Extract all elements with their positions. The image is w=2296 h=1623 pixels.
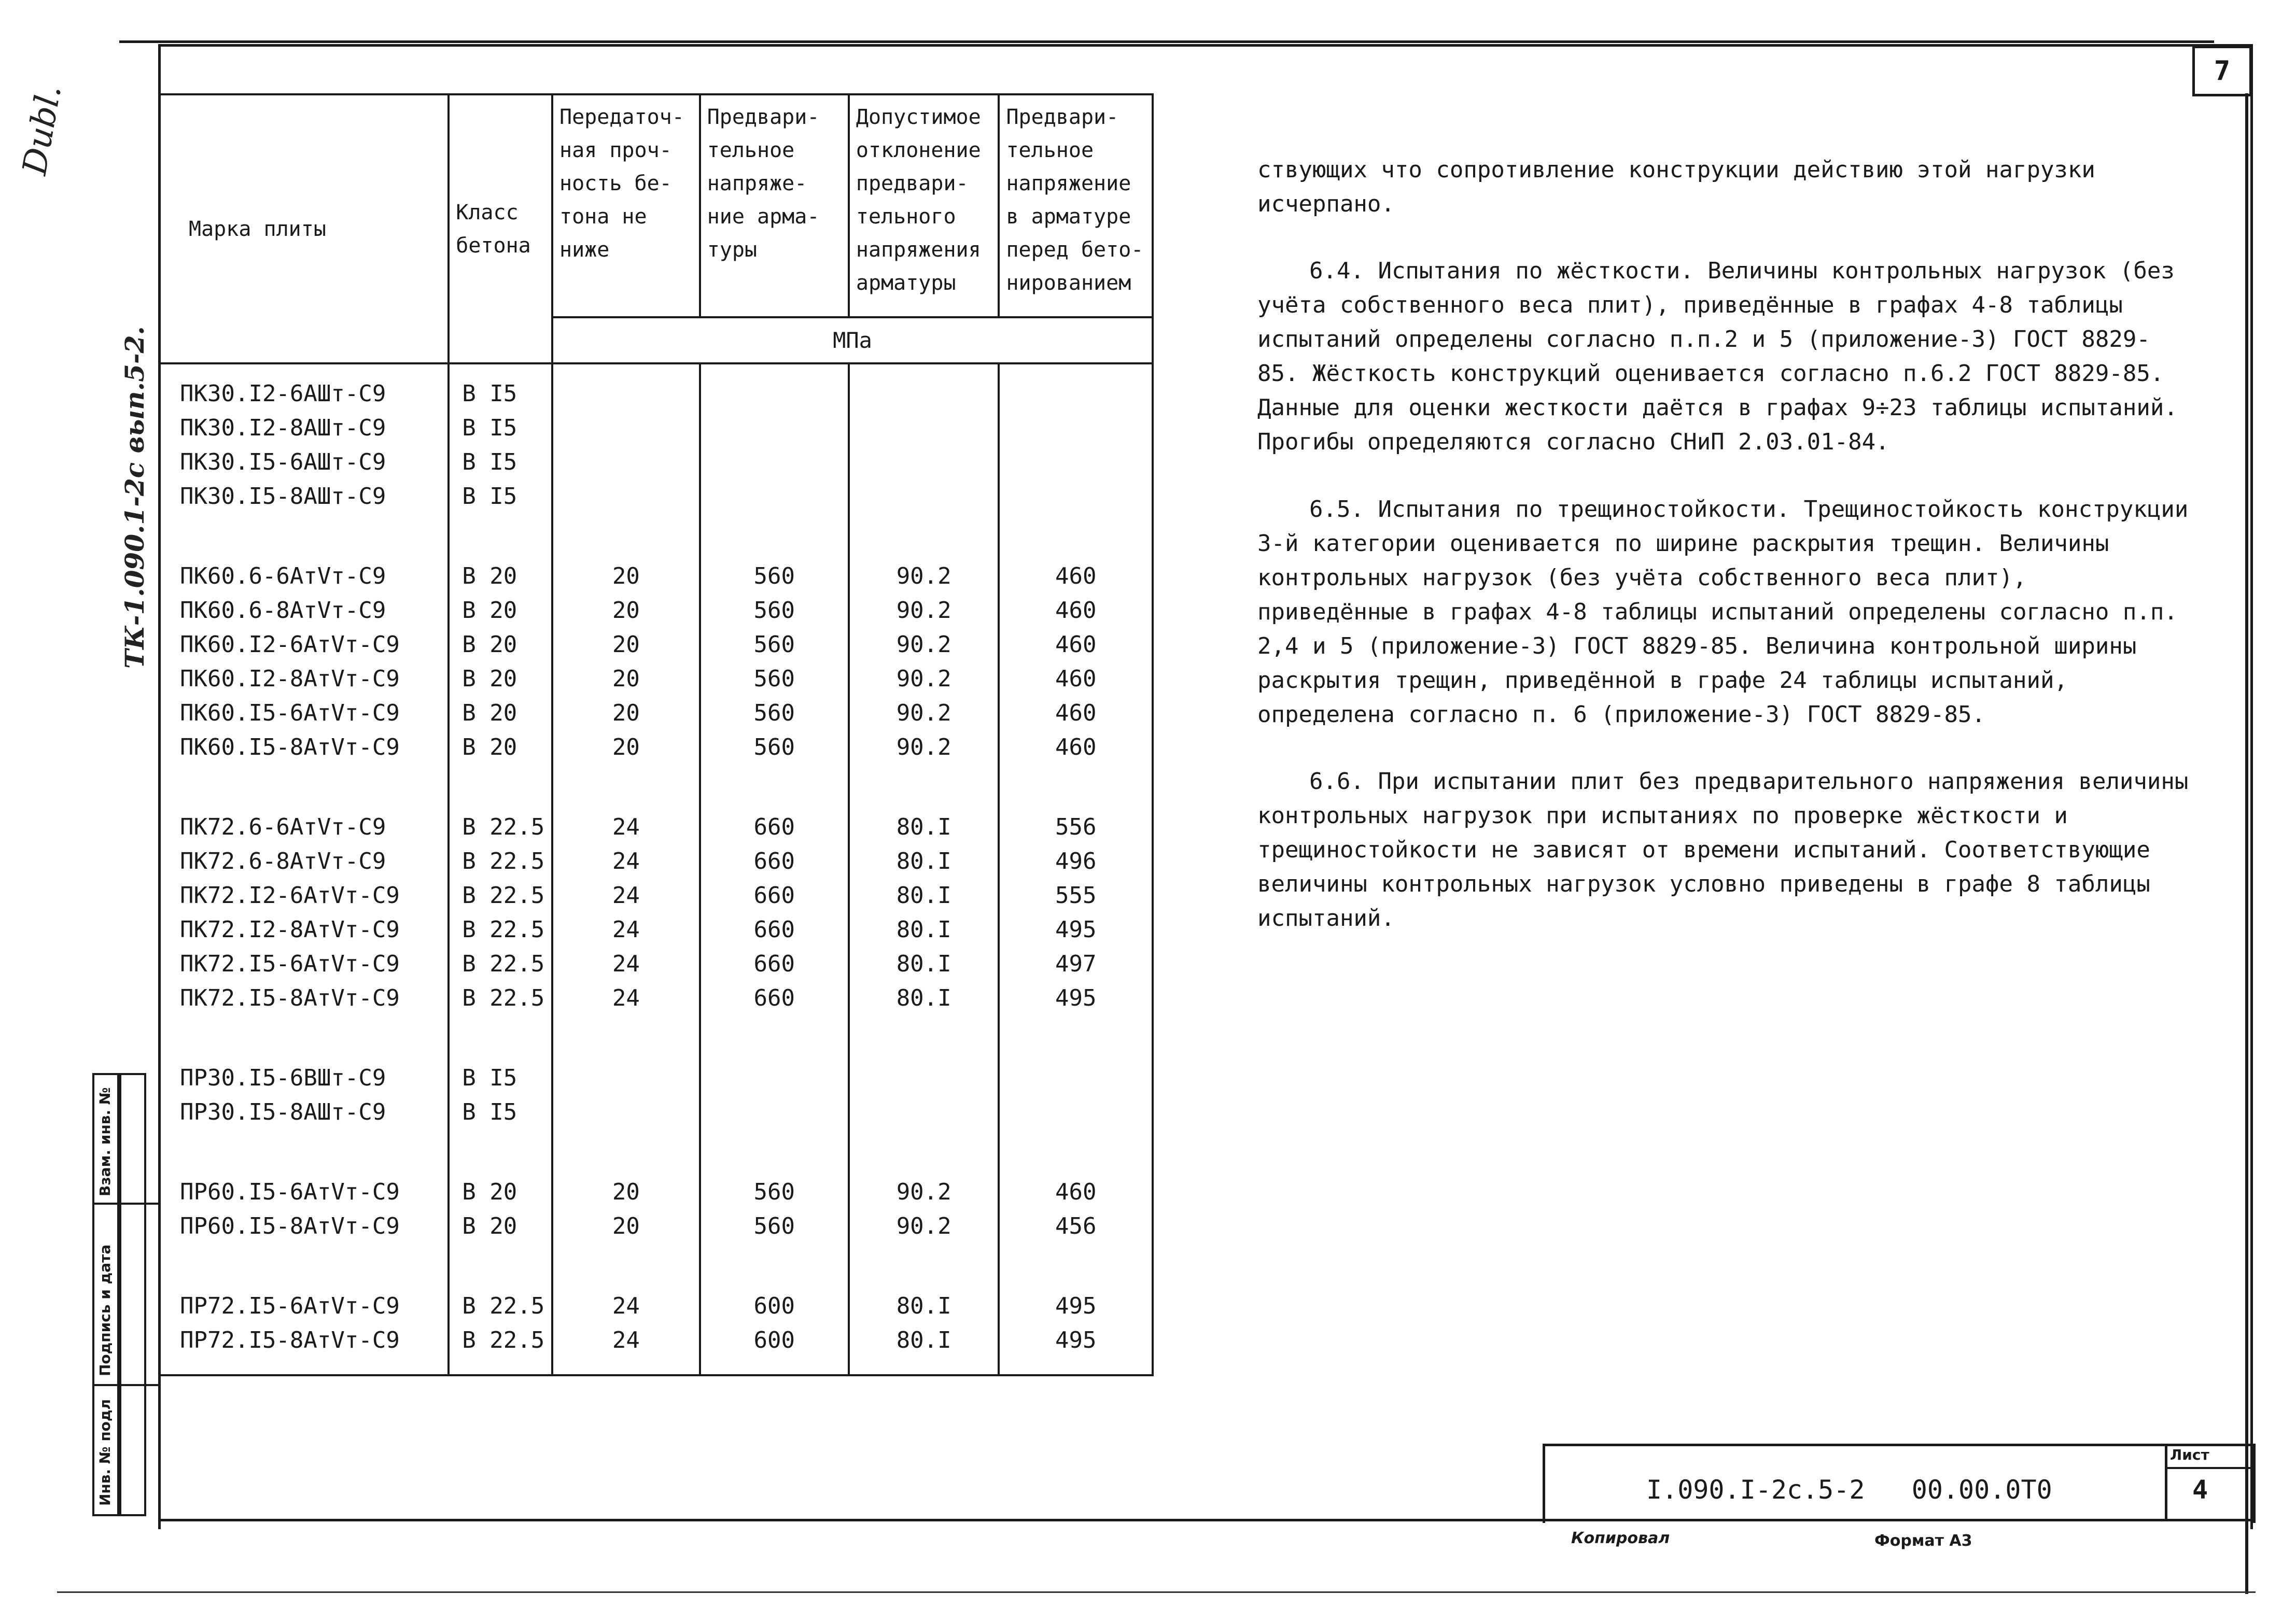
cell-mark: ПР72.I5-6АтVт-С9 (180, 1293, 400, 1319)
group-gap (450, 514, 551, 559)
cell-transfer-strength (553, 445, 699, 479)
cell-class: В 22.5 (462, 1327, 545, 1353)
cell-prestress: 660 (753, 916, 795, 943)
cell-transfer-strength: 24 (612, 814, 640, 840)
cell-class: В 20 (462, 1179, 517, 1205)
cell-prestress-before (1000, 1095, 1152, 1130)
cell-class: В I5 (462, 1099, 517, 1125)
cell-deviation: 80.I (896, 1293, 951, 1319)
cell-deviation: 90.2 (896, 597, 951, 624)
cell-deviation (850, 411, 998, 445)
cell-mark: ПР60.I5-6АтVт-С9 (180, 1179, 400, 1205)
paragraph-6-4 (1257, 254, 2191, 459)
paragraph-6-5-text: 6.5. Испытания по трещиностойкости. Трещиностойкость конструкции 3-й категории оценивается по ширине раскрытия трещин. Величины контрольных нагрузок (без учёта собственного веса плит), приведённые в графах 4-8 таблицы испытаний определены согласно п.п. 2,4 и 5 (приложение-3) ГОСТ 8829-85. Величина контрольной ширины раскрытия трещин, приведённой в графе 24 таблицы испытаний, определена согласно п. 6 (приложение-3) ГОСТ 8829-85. (1257, 496, 2189, 728)
title-block-sheet-separator (2165, 1467, 2250, 1469)
cell-prestress (701, 411, 848, 445)
cell-prestress: 600 (753, 1293, 795, 1319)
group-gap (850, 1015, 998, 1061)
cell-transfer-strength (553, 411, 699, 445)
frame-bottom-shadow (57, 1591, 2256, 1593)
cell-deviation: 90.2 (896, 631, 951, 658)
cell-class: В 20 (462, 1213, 517, 1239)
cell-class: В I5 (462, 449, 517, 475)
group-gap (160, 1244, 447, 1289)
cell-transfer-strength: 20 (612, 597, 640, 624)
frame-right-shadow (2245, 93, 2248, 1594)
cell-mark: ПК30.I2-6АШт-С9 (180, 380, 386, 407)
cell-mark: ПК72.6-6АтVт-С9 (180, 814, 386, 840)
cell-transfer-strength: 24 (612, 882, 640, 909)
group-gap (701, 765, 848, 810)
cell-mark: ПК72.I5-6АтVт-С9 (180, 951, 400, 977)
cell-mark: ПК72.I5-8АтVт-С9 (180, 985, 400, 1011)
cell-class: В 20 (462, 631, 517, 658)
group-gap (1000, 514, 1152, 559)
cell-prestress-before: 460 (1055, 597, 1097, 624)
cell-prestress: 560 (753, 700, 795, 726)
cell-class: В I5 (462, 483, 517, 510)
cell-deviation: 80.I (896, 985, 951, 1011)
cell-deviation: 80.I (896, 951, 951, 977)
cell-class: В I5 (462, 1065, 517, 1091)
cell-class: В 22.5 (462, 1293, 545, 1319)
cell-deviation: 90.2 (896, 734, 951, 760)
cell-transfer-strength: 24 (612, 1293, 640, 1319)
group-gap (701, 1015, 848, 1061)
group-gap (701, 1244, 848, 1289)
cell-transfer-strength: 24 (612, 916, 640, 943)
cell-transfer-strength: 20 (612, 563, 640, 589)
cell-prestress: 600 (753, 1327, 795, 1353)
cell-class: В 20 (462, 597, 517, 624)
cell-prestress-before: 495 (1055, 1293, 1097, 1319)
group-gap (450, 1244, 551, 1289)
cell-transfer-strength: 24 (612, 1327, 640, 1353)
cell-prestress-before (1000, 479, 1152, 514)
cell-transfer-strength: 20 (612, 666, 640, 692)
corner-handwriting: Dubl. (16, 82, 69, 178)
cell-deviation: 90.2 (896, 563, 951, 589)
cell-deviation: 80.I (896, 916, 951, 943)
cell-prestress: 660 (753, 951, 795, 977)
frame-top-line (119, 40, 2214, 43)
cell-prestress-before (1000, 445, 1152, 479)
paragraph-intro-text: ствующих что сопротивление конструкции действию этой нагрузки исчерпано. (1257, 157, 2095, 217)
cell-mark: ПК30.I2-8АШт-С9 (180, 415, 386, 441)
cell-prestress-before: 495 (1055, 1327, 1097, 1353)
cell-prestress-before: 460 (1055, 631, 1097, 658)
side-stamp-divider-2 (92, 1384, 160, 1386)
cell-class: В 22.5 (462, 916, 545, 943)
cell-prestress: 660 (753, 814, 795, 840)
col-mark (159, 363, 449, 1375)
group-gap (553, 765, 699, 810)
cell-mark: ПК60.6-6АтVт-С9 (180, 563, 386, 589)
cell-prestress-before: 460 (1055, 700, 1097, 726)
cell-class: В 22.5 (462, 985, 545, 1011)
cell-prestress-before: 495 (1055, 985, 1097, 1011)
cell-mark: ПК60.I5-6АтVт-С9 (180, 700, 400, 726)
header-mark: Марка плиты (159, 94, 449, 363)
cell-prestress-before: 460 (1055, 734, 1097, 760)
cell-prestress-before: 555 (1055, 882, 1097, 909)
side-stamp (92, 1073, 160, 1516)
cell-transfer-strength (553, 1061, 699, 1095)
paragraph-intro (1257, 153, 2191, 221)
cell-prestress-before: 460 (1055, 666, 1097, 692)
col-class (449, 363, 552, 1375)
col-deviation (849, 363, 999, 1375)
group-gap (160, 765, 447, 810)
paragraph-6-4-text: 6.4. Испытания по жёсткости. Величины контрольных нагрузок (без учёта собственного веса плит), приведённые в графах 4-8 таблицы испытаний определены согласно п.п.2 и 5 (приложение-3) ГОСТ 8829-85. Жёсткость конструкций оценивается согласно п.6.2 ГОСТ 8829-85. Данные для оценки жесткости даётся в графах 9÷23 таблицы испытаний. Прогибы определяются согласно СНиП 2.03.01-84. (1257, 258, 2178, 455)
cell-class: В 22.5 (462, 882, 545, 909)
header-transfer-strength: Передаточ-ная проч-ность бе-тона не ниже (552, 94, 700, 317)
group-gap (553, 1244, 699, 1289)
cell-transfer-strength (553, 479, 699, 514)
group-gap (160, 1015, 447, 1061)
cell-transfer-strength: 24 (612, 951, 640, 977)
group-gap (450, 765, 551, 810)
group-gap (160, 514, 447, 559)
cell-prestress-before: 556 (1055, 814, 1097, 840)
cell-deviation (850, 1095, 998, 1130)
cell-class: В 22.5 (462, 814, 545, 840)
group-gap (450, 1130, 551, 1175)
cell-prestress-before (1000, 1061, 1152, 1095)
cell-prestress: 560 (753, 597, 795, 624)
cell-deviation (850, 377, 998, 411)
cell-class: В 20 (462, 700, 517, 726)
cell-mark: ПР72.I5-8АтVт-С9 (180, 1327, 400, 1353)
cell-deviation: 90.2 (896, 1213, 951, 1239)
cell-transfer-strength (553, 377, 699, 411)
cell-transfer-strength: 20 (612, 1179, 640, 1205)
header-unit: МПа (552, 317, 1153, 363)
header-prestress-before: Предвари-тельное напряжение в арматуре перед бето-нированием (999, 94, 1153, 317)
cell-prestress: 560 (753, 563, 795, 589)
cell-prestress-before: 495 (1055, 916, 1097, 943)
cell-prestress (701, 445, 848, 479)
group-gap (553, 1015, 699, 1061)
cell-mark: ПР30.I5-8АШт-С9 (180, 1099, 386, 1125)
cell-prestress (701, 377, 848, 411)
cell-class: В 20 (462, 666, 517, 692)
side-stamp-inv-orig: Инв. № подл (96, 1399, 114, 1506)
col-transfer-strength (552, 363, 700, 1375)
cell-prestress-before: 460 (1055, 563, 1097, 589)
cell-prestress: 560 (753, 666, 795, 692)
cell-deviation: 90.2 (896, 700, 951, 726)
tension-table (158, 93, 1154, 1376)
cell-transfer-strength: 20 (612, 734, 640, 760)
cell-transfer-strength: 24 (612, 848, 640, 874)
cell-class: В 22.5 (462, 951, 545, 977)
sheet-in-set: 4 (2192, 1475, 2208, 1505)
group-gap (850, 765, 998, 810)
cell-deviation: 80.I (896, 882, 951, 909)
cell-mark: ПК60.6-8АтVт-С9 (180, 597, 386, 624)
cell-prestress-before: 460 (1055, 1179, 1097, 1205)
cell-prestress-before: 497 (1055, 951, 1097, 977)
cell-class: В 22.5 (462, 848, 545, 874)
cell-deviation: 80.I (896, 814, 951, 840)
cell-mark: ПР60.I5-8АтVт-С9 (180, 1213, 400, 1239)
cell-prestress-before (1000, 411, 1152, 445)
paragraph-6-6 (1257, 765, 2191, 936)
group-gap (850, 1130, 998, 1175)
cell-deviation: 80.I (896, 848, 951, 874)
cell-transfer-strength: 20 (612, 631, 640, 658)
document-code: I.090.I-2с.5-2 00.00.0Т0 (1646, 1475, 2052, 1505)
cell-prestress: 660 (753, 882, 795, 909)
cell-prestress: 560 (753, 1179, 795, 1205)
group-gap (850, 1244, 998, 1289)
side-stamp-divider-1 (92, 1203, 160, 1205)
group-gap (553, 1130, 699, 1175)
side-stamp-col-inner (117, 1073, 146, 1516)
cell-prestress: 660 (753, 985, 795, 1011)
group-gap (553, 514, 699, 559)
cell-deviation (850, 445, 998, 479)
cell-mark: ПК72.6-8АтVт-С9 (180, 848, 386, 874)
side-handwriting-code: ТК-1.090.1-2с вып.5-2. (119, 326, 150, 669)
group-gap (1000, 1244, 1152, 1289)
cell-deviation: 90.2 (896, 666, 951, 692)
cell-prestress: 560 (753, 734, 795, 760)
cell-mark: ПК60.I5-8АтVт-С9 (180, 734, 400, 760)
paragraph-6-5 (1257, 492, 2191, 732)
footer-copied: Копировал (1571, 1529, 1670, 1547)
sheet-number: 7 (2192, 46, 2252, 96)
cell-mark: ПР30.I5-6ВШт-С9 (180, 1065, 386, 1091)
header-deviation: Допустимое отклонение предвари-тельного напряжения арматуры (849, 94, 999, 317)
cell-deviation (850, 1061, 998, 1095)
cell-mark: ПК60.I2-8АтVт-С9 (180, 666, 400, 692)
cell-prestress: 560 (753, 1213, 795, 1239)
side-stamp-replace-inv: Взам. инв. № (96, 1087, 114, 1196)
col-prestress (700, 363, 849, 1375)
cell-prestress (701, 1095, 848, 1130)
cell-deviation: 90.2 (896, 1179, 951, 1205)
cell-mark: ПК30.I5-6АШт-С9 (180, 449, 386, 475)
cell-mark: ПК30.I5-8АШт-С9 (180, 483, 386, 510)
group-gap (850, 514, 998, 559)
group-gap (701, 514, 848, 559)
col-prestress-before (999, 363, 1153, 1375)
group-gap (160, 1130, 447, 1175)
cell-transfer-strength: 24 (612, 985, 640, 1011)
cell-prestress: 660 (753, 848, 795, 874)
cell-prestress: 560 (753, 631, 795, 658)
cell-class: В 20 (462, 734, 517, 760)
group-gap (450, 1015, 551, 1061)
cell-mark: ПК72.I2-8АтVт-С9 (180, 916, 400, 943)
group-gap (1000, 1130, 1152, 1175)
cell-prestress-before: 496 (1055, 848, 1097, 874)
cell-class: В I5 (462, 380, 517, 407)
sheet-label: Лист (2170, 1446, 2209, 1463)
header-prestress: Предвари-тельное напряже-ние арма-туры (700, 94, 849, 317)
cell-class: В 20 (462, 563, 517, 589)
cell-mark: ПК72.I2-6АтVт-С9 (180, 882, 400, 909)
cell-transfer-strength (553, 1095, 699, 1130)
cell-prestress-before: 456 (1055, 1213, 1097, 1239)
group-gap (701, 1130, 848, 1175)
cell-deviation (850, 479, 998, 514)
cell-prestress (701, 1061, 848, 1095)
paragraph-6-6-text: 6.6. При испытании плит без предварительного напряжения величины контрольных нагрузок при испытаниях по проверке жёсткости и трещиностойкости не зависят от времени испытаний. Соответствующие величины контрольных нагрузок условно приведены в графе 8 таблицы испытаний. (1257, 768, 2189, 932)
cell-prestress-before (1000, 377, 1152, 411)
cell-class: В I5 (462, 415, 517, 441)
group-gap (1000, 1015, 1152, 1061)
header-class: Класс бетона (449, 94, 552, 363)
cell-prestress (701, 479, 848, 514)
cell-mark: ПК60.I2-6АтVт-С9 (180, 631, 400, 658)
footer-format: Формат А3 (1874, 1532, 1972, 1550)
cell-transfer-strength: 20 (612, 700, 640, 726)
cell-deviation: 80.I (896, 1327, 951, 1353)
cell-transfer-strength: 20 (612, 1213, 640, 1239)
group-gap (1000, 765, 1152, 810)
side-stamp-sign-date: Подпись и дата (96, 1244, 114, 1376)
